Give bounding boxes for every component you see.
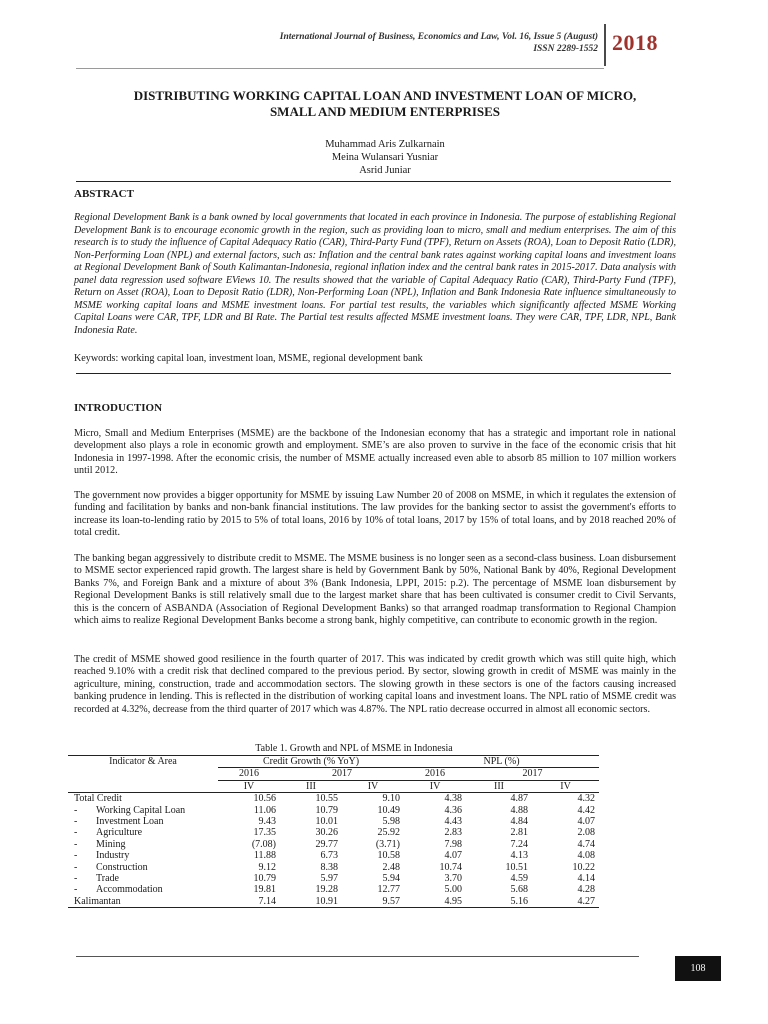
abstract-text: Regional Development Bank is a bank owned by local governments that located in each province in Indonesia. The purpose of establishing Regional Development Bank is to encourage economic growth in the region, such as providing loan to micro, small and medium enterprises. The aim of this research is to study the influence of Capital Adequacy Ratio (CAR), Third-Party Fund (TPF), Return on Assets (ROA), Loan to Deposit Ratio (LDR), Non-Performing Loan (NPL) and external factors, such as: Inflation and the central bank rates against working capital loans and investment loans at Regional Development Bank of South Kalimantan-Indonesia, regional inflation index and the central bank rates in 2015-2017. Data analysis with panel data regression used software EViews 10. The results showed that the variable of Capital Adequacy Ratio (CAR), Third-Party Fund (TPF), Return on Asset (ROA), Loan to Deposit Ratio (LDR), Non-Performing Loan (NPL), Inflation and Bank Indonesia Rate influence simultaneously to MSME working capital loans and MSME investment loans. For partial test results, the variables which significantly affected MSME Working Capital Loans were CAR, TPF, LDR and BI Rate. The Partial test results affected MSME investment loans. They were CAR, TPF, LDR, NPL, Bank Indonesia Rate.	[74, 212, 676, 336]
table-row-label	[68, 816, 218, 827]
table-cell: 2.48	[382, 861, 401, 873]
table-cell: 4.36	[444, 804, 463, 816]
table-cell: 10.01	[315, 816, 338, 828]
table-header-year: 2016	[218, 768, 280, 780]
table-cell: 4.32	[577, 793, 596, 805]
table-cell: 5.68	[510, 884, 529, 896]
section-rule	[76, 373, 671, 374]
table-row-label	[68, 839, 218, 850]
table-cell: 6.73	[320, 850, 338, 862]
table-row-label	[68, 805, 218, 816]
table-cell: 10.58	[377, 850, 401, 862]
table-cell: 4.88	[510, 804, 529, 816]
row-label-text: Kalimantan	[74, 895, 121, 907]
table-cell: 10.74	[439, 861, 463, 873]
table-row	[68, 873, 599, 884]
table-cell: 7.24	[510, 838, 529, 850]
table-cell: 5.98	[382, 816, 401, 828]
table-cell: 4.28	[577, 884, 596, 896]
table-cell: 4.74	[577, 838, 596, 850]
table-row-label	[68, 862, 218, 873]
table-cell: 4.87	[510, 793, 529, 805]
table-cell: 4.07	[444, 850, 463, 862]
row-label-text: Working Capital Loan	[96, 804, 186, 816]
table-cell: (3.71)	[375, 838, 401, 850]
table-row	[68, 839, 599, 850]
table-cell: 4.59	[510, 873, 529, 885]
table-cell: 19.28	[315, 884, 338, 896]
row-dash: -	[74, 861, 78, 873]
paper-title	[72, 88, 698, 120]
table-header-year: 2016	[404, 768, 466, 780]
paper-title-line-1: DISTRIBUTING WORKING CAPITAL LOAN AND INVESTMENT LOAN OF MICRO,	[133, 88, 637, 103]
row-label-text: Industry	[96, 850, 130, 862]
table-cell: 29.77	[315, 838, 338, 850]
header-divider	[604, 24, 606, 66]
author-name: Meina Wulansari Yusniar	[331, 152, 439, 163]
table-cell: 12.77	[377, 884, 401, 896]
row-dash: -	[74, 827, 78, 839]
journal-year: 2018	[612, 30, 658, 55]
table-cell: 9.10	[382, 793, 401, 805]
keywords: Keywords: working capital loan, investment loan, MSME, regional development bank	[74, 353, 423, 364]
table-row-label	[68, 873, 218, 884]
row-label-text: Trade	[96, 873, 119, 885]
intro-paragraph-2: The government now provides a bigger opportunity for MSME by issuing Law Number 20 of 2008 on MSME, in which it regulates the extension of funding and facilitation by banks and non-bank financial institutions. The law provides for the banking sector to assist the government's efforts to increase its loan-to-lending ratio by 2015 to 5% of total loans, 2016 by 10% of total loans, 2017 by 15% of total loans, and by 2018 reached 20% of total credit.	[74, 490, 676, 539]
table-row-label	[68, 850, 218, 861]
table-row-label	[68, 827, 218, 838]
table-header-year: 2017	[280, 768, 404, 780]
introduction-heading: INTRODUCTION	[74, 402, 163, 414]
msme-growth-npl-table	[68, 755, 599, 908]
row-label-text: Total Credit	[74, 793, 122, 805]
table-cell: 4.27	[532, 896, 599, 908]
author-list	[72, 138, 698, 177]
intro-paragraph-1: Micro, Small and Medium Enterprises (MSME) are the backbone of the Indonesian economy that has a strategic and important role in national development also plays a role in economic growth and employment. SME’s are also proven to survive in the face of the economic crisis that hit Indonesia in 1997-1998. After the economic crisis, the number of MSME actually increased even able to absorb 85 million to 107 million workers until 2012.	[74, 428, 676, 477]
table-header-year: 2017	[466, 768, 599, 780]
table-header-quarter: IV	[404, 780, 466, 792]
table-cell: 2.81	[510, 827, 529, 839]
table-cell: 9.43	[258, 816, 276, 828]
table-header-quarter: IV	[218, 780, 280, 792]
table-cell: 9.57	[342, 896, 404, 908]
table-cell: 7.14	[218, 896, 280, 908]
table-header-npl: NPL (%)	[404, 756, 599, 768]
table-cell: 5.16	[466, 896, 532, 908]
table-cell: 10.51	[505, 861, 529, 873]
table-cell: 8.38	[320, 861, 338, 873]
table-cell: 2.08	[577, 827, 596, 839]
table-cell: 19.81	[253, 884, 276, 896]
intro-paragraph-3: The banking began aggressively to distribute credit to MSME. The MSME business is no longer seen as a second-class business. Loan disbursement to MSME sector experienced rapid growth. The largest share is held by Government Bank by 50%, National Bank by 40%, Regional Development Banks 7%, and Foreign Bank and a mixture of about 3% (Bank Indonesia, LPPI, 2015: p.2). The percentage of MSME loan disbursement by Regional Development Banks is still relatively small due to the largest market share that has been cultivated is consumer credit to Civil Servants, this is the concern of ASBANDA (Association of Regional Development Banks) so that arranged roadmap transformation to Regional Champion which aims to realize Regional Development Banks become a strong bank, highly competitive, can contribute to economic growth in the region.	[74, 553, 676, 627]
table-cell: 5.97	[320, 873, 338, 885]
row-label-text: Investment Loan	[96, 816, 164, 828]
table-row	[68, 896, 599, 908]
table-header-credit-growth: Credit Growth (% YoY)	[218, 756, 404, 768]
paper-title-line-2: SMALL AND MEDIUM ENTERPRISES	[269, 104, 501, 119]
table-cell: 11.06	[253, 804, 276, 816]
table-cell: 5.94	[382, 873, 401, 885]
table-header-indicator: Indicator & Area	[68, 756, 218, 768]
table-cell: (7.08)	[251, 838, 276, 850]
row-label-text: Construction	[96, 861, 148, 873]
section-rule	[76, 181, 671, 182]
table-row	[68, 793, 599, 805]
row-label-text: Accommodation	[96, 884, 163, 896]
page-number: 108	[675, 956, 721, 981]
journal-name: International Journal of Business, Economics and Law, Vol. 16, Issue 5 (August)	[279, 32, 598, 42]
row-dash: -	[74, 884, 78, 896]
table-cell: 5.00	[444, 884, 463, 896]
table-cell: 4.38	[444, 793, 463, 805]
table-cell: 10.22	[572, 861, 596, 873]
table-cell: 10.56	[253, 793, 276, 805]
row-dash: -	[74, 873, 78, 885]
footer-rule	[76, 956, 639, 957]
table-row	[68, 805, 599, 816]
header-rule	[76, 68, 604, 69]
author-name: Asrid Juniar	[359, 165, 411, 176]
table-cell: 10.55	[315, 793, 338, 805]
journal-issn: ISSN 2289-1552	[533, 44, 598, 54]
table-cell: 17.35	[253, 827, 276, 839]
table-cell: 11.88	[253, 850, 276, 862]
table-cell: 4.08	[577, 850, 596, 862]
table-cell: 10.79	[315, 804, 338, 816]
journal-header	[230, 31, 598, 55]
table-header-quarter: III	[466, 780, 532, 792]
table-cell: 7.98	[444, 838, 463, 850]
abstract-heading: ABSTRACT	[74, 188, 134, 200]
table-row	[68, 827, 599, 838]
row-dash: -	[74, 850, 78, 862]
author-name: Muhammad Aris Zulkarnain	[325, 139, 445, 150]
row-label-text: Mining	[96, 838, 126, 850]
table-header-quarter: IV	[532, 780, 599, 792]
table-cell: 4.13	[510, 850, 529, 862]
table-cell: 4.84	[510, 816, 529, 828]
table-cell: 4.95	[404, 896, 466, 908]
table-cell: 3.70	[444, 873, 463, 885]
row-label-text: Agriculture	[96, 827, 143, 839]
table-row	[68, 816, 599, 827]
table-cell: 10.49	[377, 804, 401, 816]
table-row	[68, 850, 599, 861]
table-row	[68, 862, 599, 873]
table-cell: 10.91	[280, 896, 342, 908]
table-cell: 9.12	[258, 861, 276, 873]
table-caption: Table 1. Growth and NPL of MSME in Indonesia	[255, 743, 453, 754]
table-row	[68, 884, 599, 895]
row-dash: -	[74, 804, 78, 816]
table-cell: 4.14	[577, 873, 596, 885]
table-row-label	[68, 896, 218, 908]
table-row-label	[68, 793, 218, 805]
table-header-quarter: IV	[342, 780, 404, 792]
table-cell: 4.42	[577, 804, 596, 816]
table-cell: 30.26	[315, 827, 338, 839]
table-row-label	[68, 884, 218, 895]
table-body	[68, 793, 599, 908]
table-header-quarter: III	[280, 780, 342, 792]
row-dash: -	[74, 816, 78, 828]
table-cell: 4.07	[577, 816, 596, 828]
intro-paragraph-4: The credit of MSME showed good resilience in the fourth quarter of 2017. This was indicated by credit growth which was still quite high, which reached 9.10% with a credit risk that declined compared to the previous period. By sector, slowing growth in credit of MSME was mainly in the agriculture, mining, construction, trade and accommodation sectors. The slowing growth in these sectors is one of the factors causing increased banking prudence in lending. This is reflected in the distribution of working capital loans and investment loans. The NPL ratio of MSME credit was recorded at 4.32%, decrease from the third quarter of 2017 which was 4.87%. The NPL ratio decrease occurred in almost all economic sectors.	[74, 654, 676, 715]
table-cell: 2.83	[444, 827, 463, 839]
row-dash: -	[74, 838, 78, 850]
table-cell: 4.43	[444, 816, 463, 828]
table-cell: 25.92	[377, 827, 401, 839]
table-cell: 10.79	[253, 873, 276, 885]
